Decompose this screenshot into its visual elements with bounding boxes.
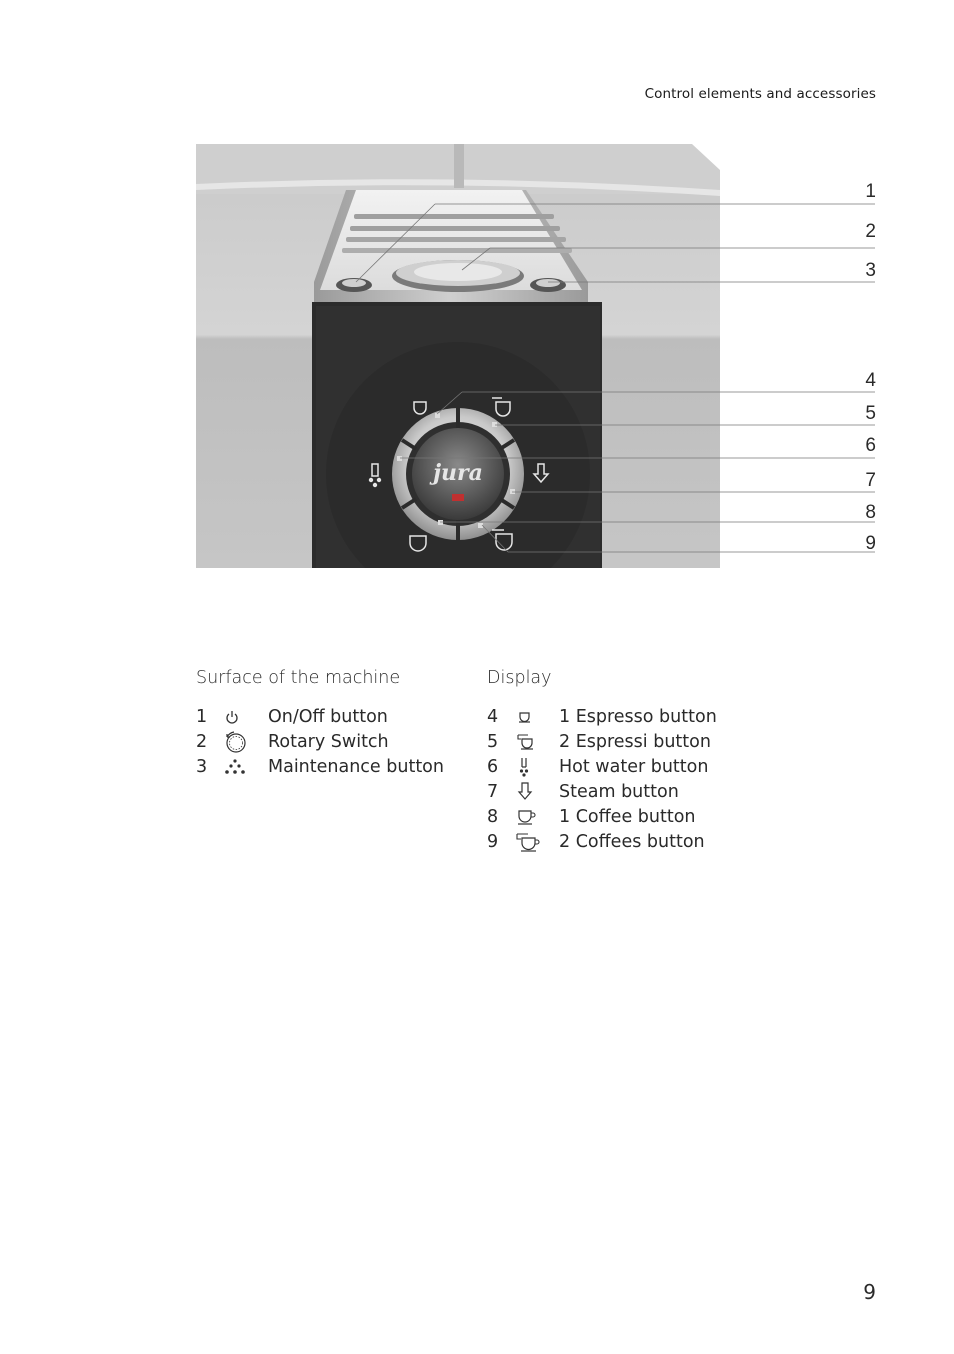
callout-8: 8	[865, 502, 876, 523]
steam-icon	[513, 781, 559, 803]
item-label: On/Off button	[268, 706, 388, 727]
running-header: Control elements and accessories	[644, 86, 876, 102]
item-number: 2	[196, 731, 208, 752]
list-item	[487, 804, 717, 829]
hot-water-icon	[513, 756, 559, 778]
callout-5: 5	[865, 403, 876, 424]
surface-legend	[196, 704, 444, 779]
item-number: 4	[487, 706, 499, 727]
callout-1: 1	[865, 181, 876, 202]
machine-drawing	[196, 144, 720, 568]
item-label: Rotary Switch	[268, 731, 389, 752]
list-item	[196, 754, 444, 779]
item-number: 5	[487, 731, 499, 752]
list-item	[487, 754, 717, 779]
callout-7: 7	[865, 470, 876, 491]
item-number: 7	[487, 781, 499, 802]
item-label: 1 Coffee button	[559, 806, 696, 827]
espresso-cup-icon	[513, 706, 559, 728]
item-number: 8	[487, 806, 499, 827]
svg-text:jura: jura	[433, 460, 483, 486]
coffee-cup-icon	[513, 806, 559, 828]
rotary-switch-icon	[222, 731, 268, 753]
page-number: 9	[863, 1280, 876, 1304]
item-label: Hot water button	[559, 756, 709, 777]
item-label: 2 Espressi button	[559, 731, 711, 752]
item-number: 1	[196, 706, 208, 727]
two-espresso-cups-icon	[513, 731, 559, 753]
item-number: 3	[196, 756, 208, 777]
display-legend	[487, 704, 717, 854]
callout-4: 4	[865, 370, 876, 391]
item-number: 6	[487, 756, 499, 777]
surface-title: Surface of the machine	[196, 668, 401, 688]
callout-9: 9	[865, 533, 876, 554]
callout-2: 2	[865, 221, 876, 242]
two-coffee-cups-icon	[513, 831, 559, 853]
list-item	[196, 729, 444, 754]
list-item	[487, 779, 717, 804]
list-item	[487, 829, 717, 854]
item-number: 9	[487, 831, 499, 852]
item-label: 2 Coffees button	[559, 831, 705, 852]
machine-illustration	[196, 144, 720, 568]
display-title: Display	[487, 668, 552, 688]
list-item	[487, 704, 717, 729]
callout-6: 6	[865, 435, 876, 456]
list-item	[196, 704, 444, 729]
callout-3: 3	[865, 260, 876, 281]
power-icon	[222, 706, 268, 728]
list-item	[487, 729, 717, 754]
item-label: Steam button	[559, 781, 679, 802]
maintenance-icon	[222, 756, 268, 778]
item-label: Maintenance button	[268, 756, 444, 777]
item-label: 1 Espresso button	[559, 706, 717, 727]
